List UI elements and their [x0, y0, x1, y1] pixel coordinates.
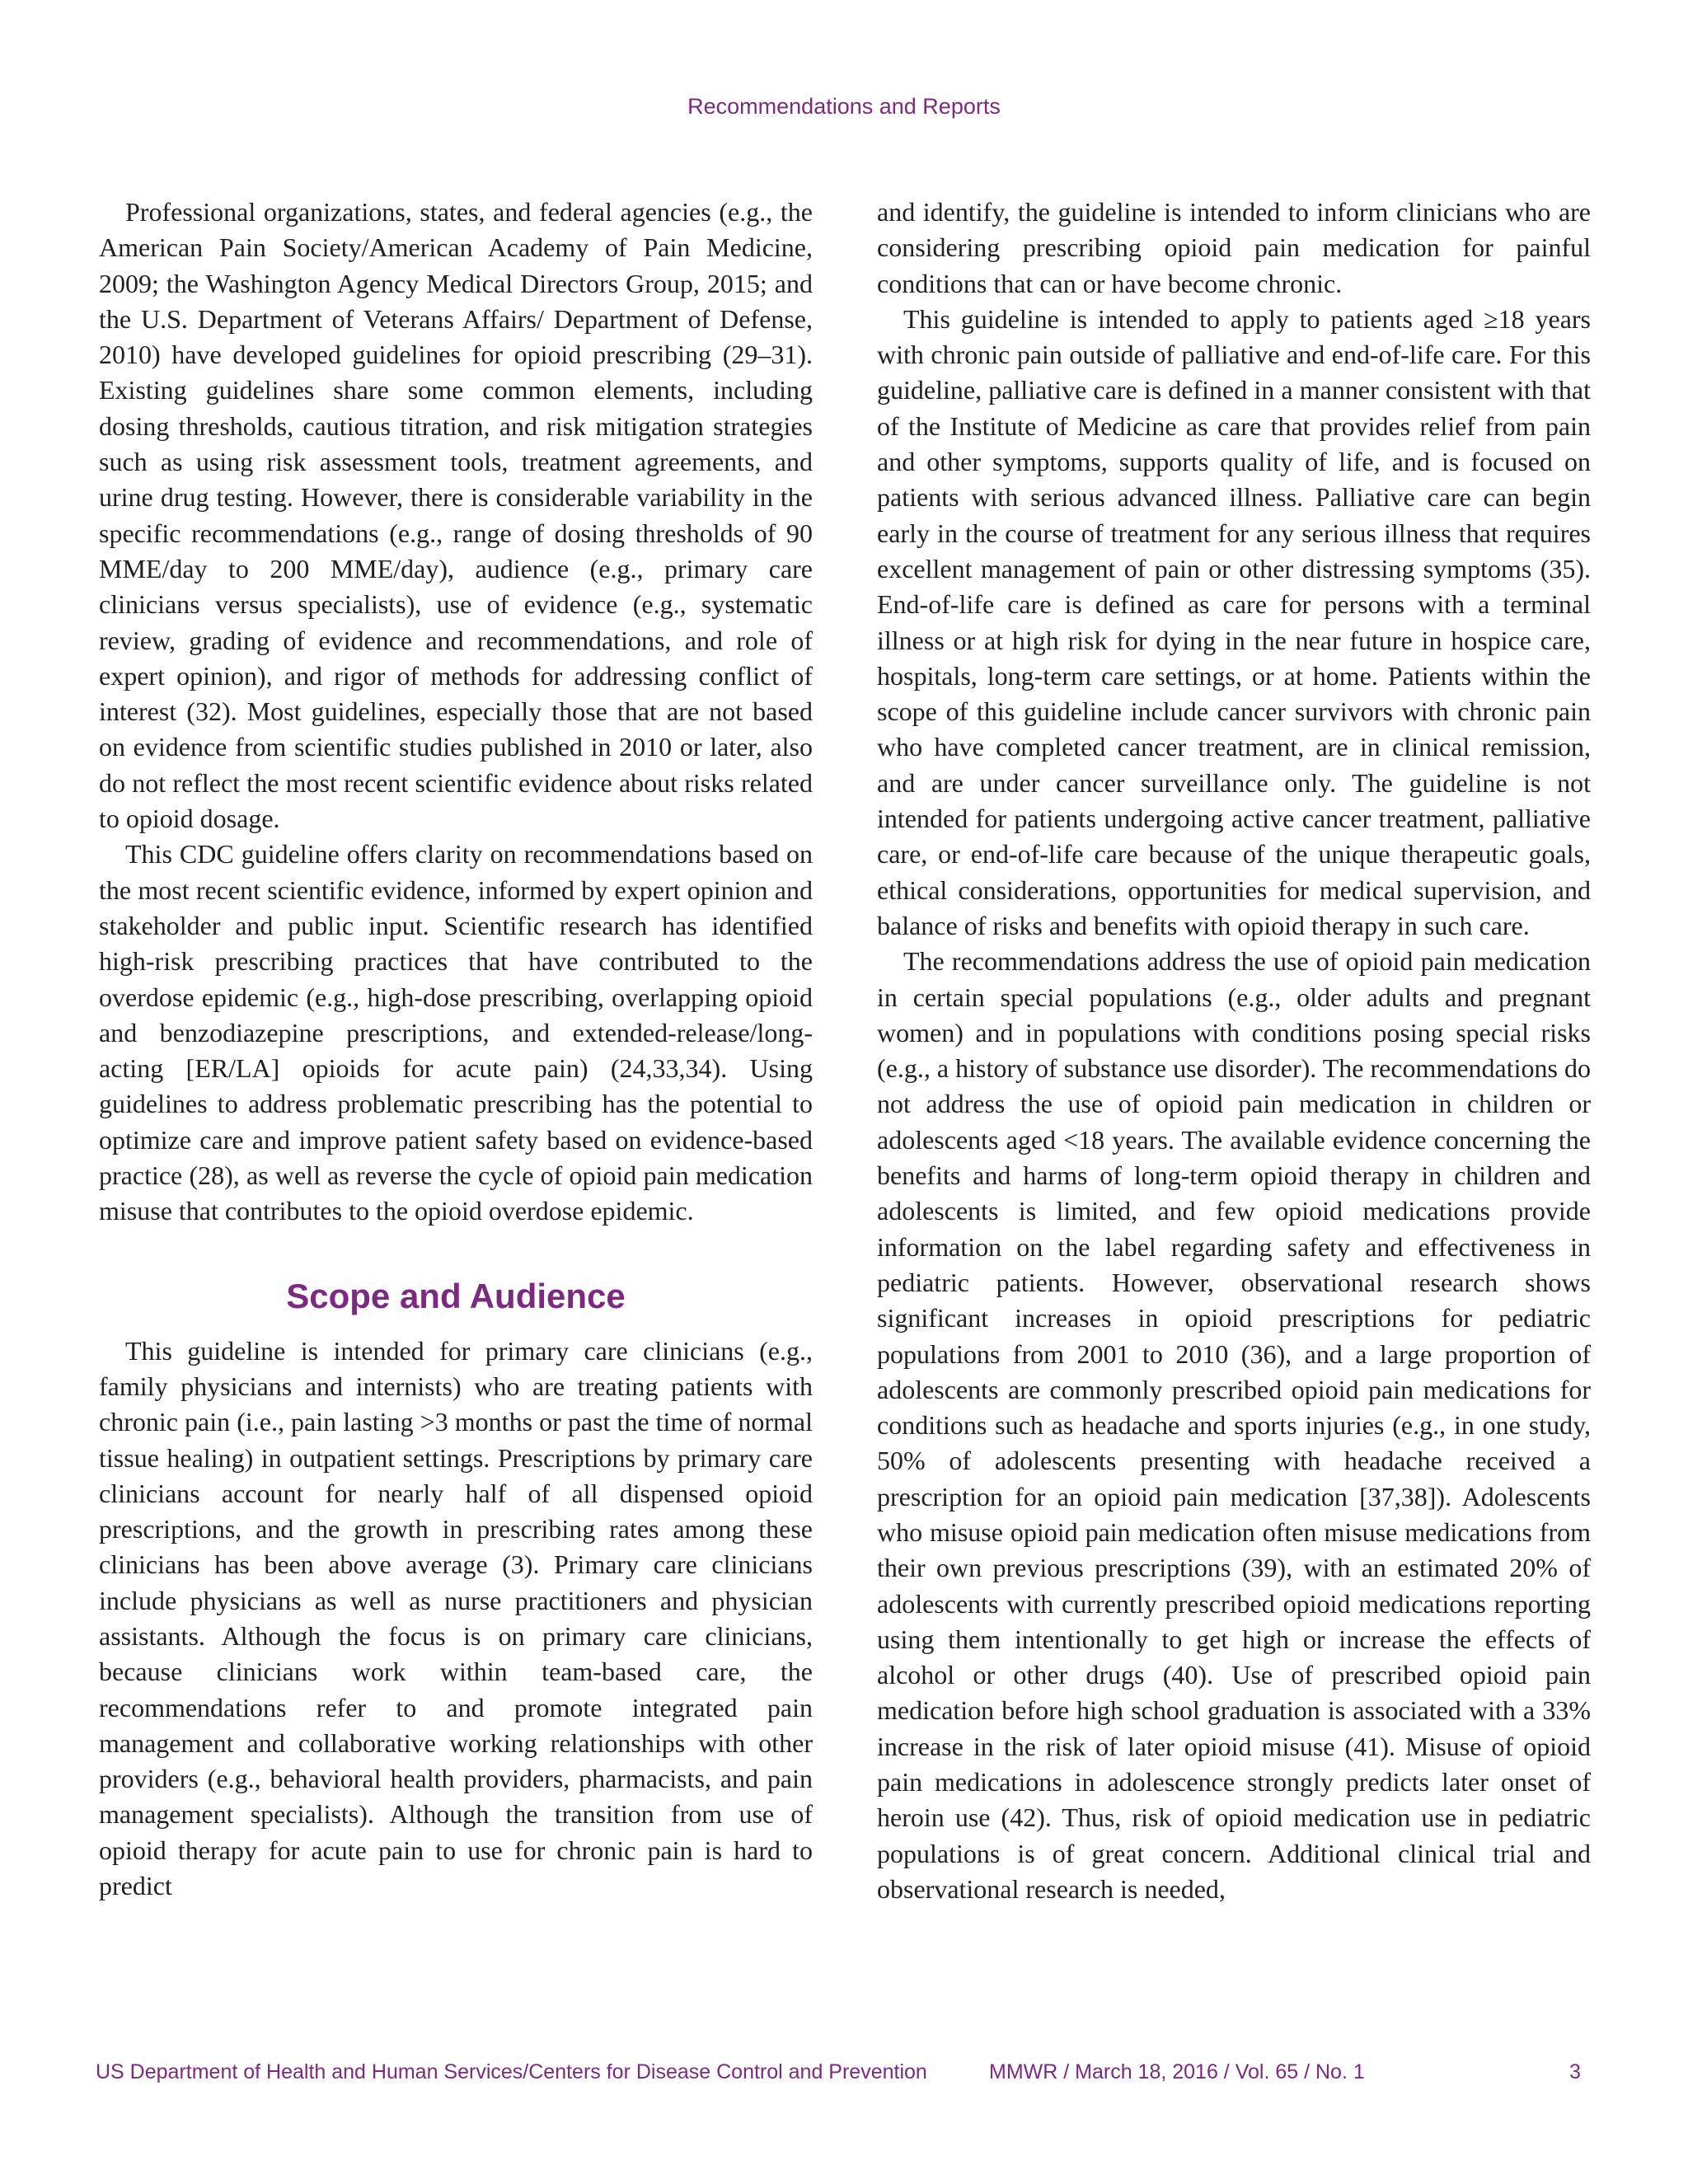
body-paragraph: This guideline is intended for primary care clinicians (e.g., family physicians and internists) who are treating patients with chronic pain (i.e., pain lasting >3 months or past the time of normal tissue healing) in outpatient settings. Prescriptions by primary care clinicians account for nearly half of all dispensed opioid prescriptions, and the growth in prescribing rates among these clinicians has been above average (3). Primary care clinicians include physicians as well as nurse practitioners and physician assistants. Although the focus is on primary care clinicians, because clinicians work within team-based care, the recommendations refer to and promote integrated pain management and collaborative working relationships with other providers (e.g., behavioral health providers, pharmacists, and pain management specialists). Although the transition from use of opioid therapy for acute pain to use for chronic pain is hard to predict — [99, 1335, 813, 1901]
body-paragraph: Professional organizations, states, and federal agencies (e.g., the American Pain Society/American Academy of Pain Medicine, 2009; the Washington Agency Medical Directors Group, 2015; and the U.S. Department of Veterans Affairs/ Department of Defense, 2010) have developed guidelines for opioid prescribing (29–31). Existing guidelines share some common elements, including dosing thresholds, cautious titration, and risk mitigation strategies such as using risk assessment tools, treatment agreements, and urine drug testing. However, there is considerable variability in the specific recommendations (e.g., range of dosing thresholds of 90 MME/day to 200 MME/day), audience (e.g., primary care clinicians versus specialists), use of evidence (e.g., systematic review, grading of evidence and recommendations, and role of expert opinion), and rigor of methods for addressing conflict of interest (32). Most guidelines, especially those that are not based on evidence from scientific studies published in 2010 or later, also do not reflect the most recent scientific evidence about risks related to opioid dosage. — [99, 197, 813, 834]
section-heading: Scope and Audience — [286, 1276, 626, 1315]
page-number: 3 — [1569, 2060, 1581, 2083]
body-paragraph: The recommendations address the use of opioid pain medication in certain special populations (e.g., older adults and pregnant women) and in populations with conditions posing special risks (e.g., a history of substance use disorder). The recommendations do not address the use of opioid pain medication in children or adolescents aged <18 years. The available evidence concerning the benefits and harms of long-term opioid therapy in children and adolescents is limited, and few opioid medications provide information on the label regarding safety and effectiveness in pediatric patients. However, observational research shows significant increases in opioid prescriptions for pediatric populations from 2001 to 2010 (36), and a large proportion of adolescents are commonly prescribed opioid pain medications for conditions such as headache and sports injuries (e.g., in one study, 50% of adolescents presenting with headache received a prescription for an opioid pain medication [37,38]). Adolescents who misuse opioid pain medication often misuse medications from their own previous prescriptions (39), with an estimated 20% of adolescents with currently prescribed opioid medications reporting using them intentionally to get high or increase the effects of alcohol or other drugs (40). Use of prescribed opioid pain medication before high school graduation is associated with a 33% increase in the risk of later opioid misuse (41). Misuse of opioid pain medications in adolescence strongly predicts later onset of heroin use (42). Thus, risk of opioid medication use in pediatric populations is of great concern. Additional clinical trial and observational research is needed, — [877, 946, 1591, 1904]
left-column — [99, 194, 813, 1904]
page-footer — [0, 2060, 1688, 2093]
footer-agency: US Department of Health and Human Services/Centers for Disease Control and Prevention — [96, 2060, 927, 2083]
footer-citation: MMWR / March 18, 2016 / Vol. 65 / No. 1 — [989, 2060, 1365, 2083]
body-paragraph: This guideline is intended to apply to patients aged ≥18 years with chronic pain outside of palliative and end-of-life care. For this guideline, palliative care is defined in a manner consistent with that of the Institute of Medicine as care that provides relief from pain and other symptoms, supports quality of life, and is focused on patients with serious advanced illness. Palliative care can begin early in the course of treatment for any serious illness that requires excellent management of pain or other distressing symptoms (35). End-of-life care is defined as care for persons with a terminal illness or at high risk for dying in the near future in hospice care, hospitals, long-term care settings, or at home. Patients within the scope of this guideline include cancer survivors with chronic pain who have completed cancer treatment, are in clinical remission, and are under cancer surveillance only. The guideline is not intended for patients undergoing active cancer treatment, palliative care, or end-of-life care because of the unique therapeutic goals, ethical considerations, opportunities for medical supervision, and balance of risks and benefits with opioid therapy in such care. — [877, 303, 1591, 940]
body-paragraph: This CDC guideline offers clarity on recommendations based on the most recent scientific evidence, informed by expert opinion and stakeholder and public input. Scientific research has identified high-risk prescribing practices that have contributed to the overdose epidemic (e.g., high-dose prescribing, overlapping opioid and benzodiazepine prescriptions, and extended-release/long-acting [ER/LA] opioids for acute pain) (24,33,34). Using guidelines to address problematic prescribing has the potential to optimize care and improve patient safety based on evidence-based practice (28), as well as reverse the cycle of opioid pain medication misuse that contributes to the opioid overdose epidemic. — [99, 839, 813, 1226]
running-head: Recommendations and Reports — [687, 94, 1001, 119]
continued-paragraph: and identify, the guideline is intended to inform clinicians who are considering prescribing opioid pain medication for painful conditions that can or have become chronic. — [877, 197, 1591, 298]
right-column — [877, 194, 1591, 1907]
